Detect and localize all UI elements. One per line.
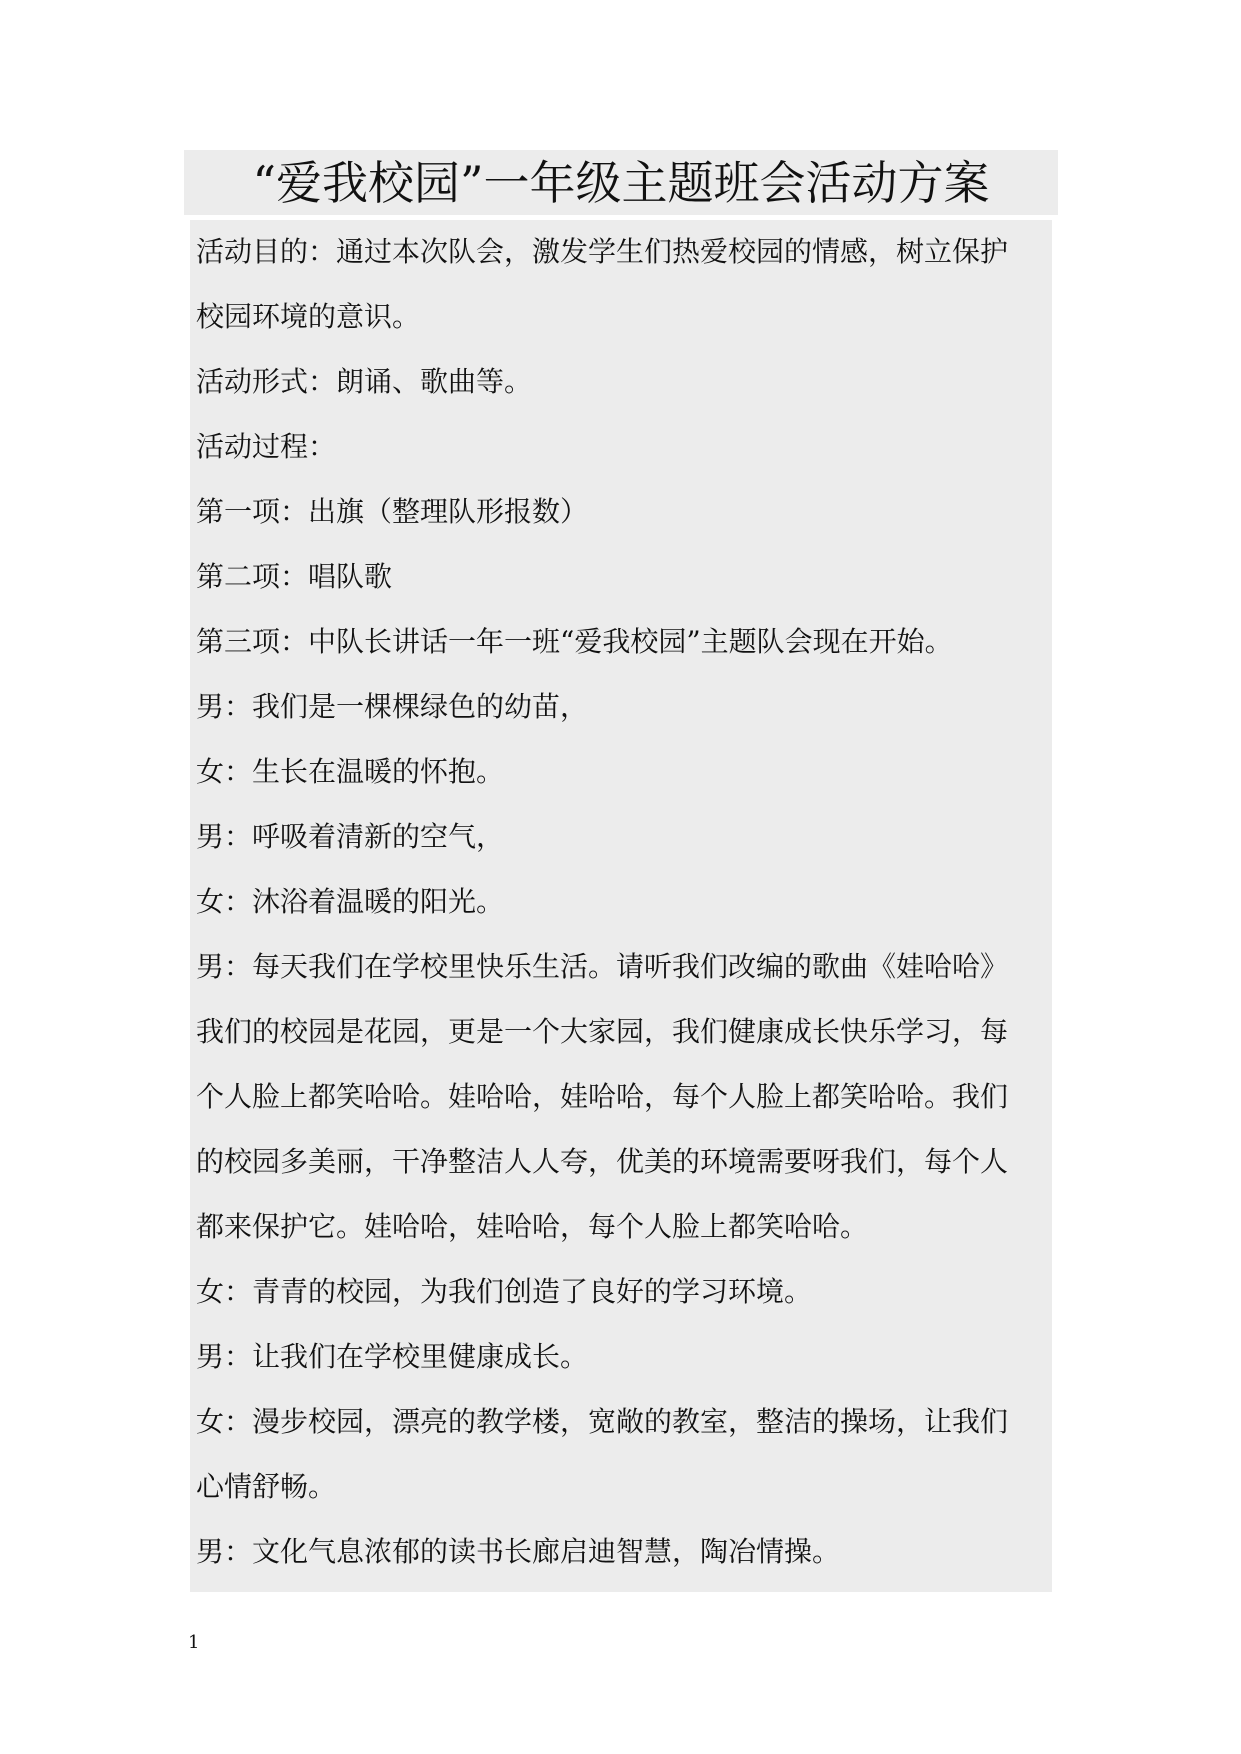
body-line: 第三项：中队长讲话一年一班“爱我校园”主题队会现在开始。 — [196, 625, 953, 658]
page-number: 1 — [188, 1632, 200, 1653]
body-line: 第一项：出旗（整理队形报数） — [196, 495, 589, 528]
body-line: 男：让我们在学校里健康成长。 — [196, 1340, 589, 1373]
body-line: 校园环境的意识。 — [196, 300, 421, 333]
body-line: 活动目的：通过本次队会，激发学生们热爱校园的情感，树立保护 — [196, 235, 1009, 268]
body-line: 女：青青的校园，为我们创造了良好的学习环境。 — [196, 1275, 813, 1308]
body-line: 的校园多美丽，干净整洁人人夸，优美的环境需要呀我们，每个人 — [196, 1145, 1009, 1178]
document-title: “爱我校园”一年级主题班会活动方案 — [252, 155, 990, 210]
body-line: 第二项：唱队歌 — [196, 560, 393, 593]
body-line: 活动形式：朗诵、歌曲等。 — [196, 365, 533, 398]
title-band — [184, 150, 1058, 215]
body-line: 心情舒畅。 — [196, 1470, 337, 1503]
body-line: 男：每天我们在学校里快乐生活。请听我们改编的歌曲《娃哈哈》 — [196, 950, 1009, 983]
body-line: 个人脸上都笑哈哈。娃哈哈，娃哈哈，每个人脸上都笑哈哈。我们 — [196, 1080, 1009, 1113]
body-line: 女：生长在温暖的怀抱。 — [196, 755, 505, 788]
body-line: 男：呼吸着清新的空气， — [196, 820, 505, 853]
body-line: 男：文化气息浓郁的读书长廊启迪智慧，陶冶情操。 — [196, 1535, 841, 1568]
body-line: 活动过程： — [196, 430, 337, 463]
body-line: 都来保护它。娃哈哈，娃哈哈，每个人脸上都笑哈哈。 — [196, 1210, 869, 1243]
body-line: 女：沐浴着温暖的阳光。 — [196, 885, 505, 918]
body-line: 男：我们是一棵棵绿色的幼苗， — [196, 690, 589, 723]
body-line: 我们的校园是花园，更是一个大家园，我们健康成长快乐学习，每 — [196, 1015, 1009, 1048]
body-line: 女：漫步校园，漂亮的教学楼，宽敞的教室，整洁的操场，让我们 — [196, 1405, 1009, 1438]
